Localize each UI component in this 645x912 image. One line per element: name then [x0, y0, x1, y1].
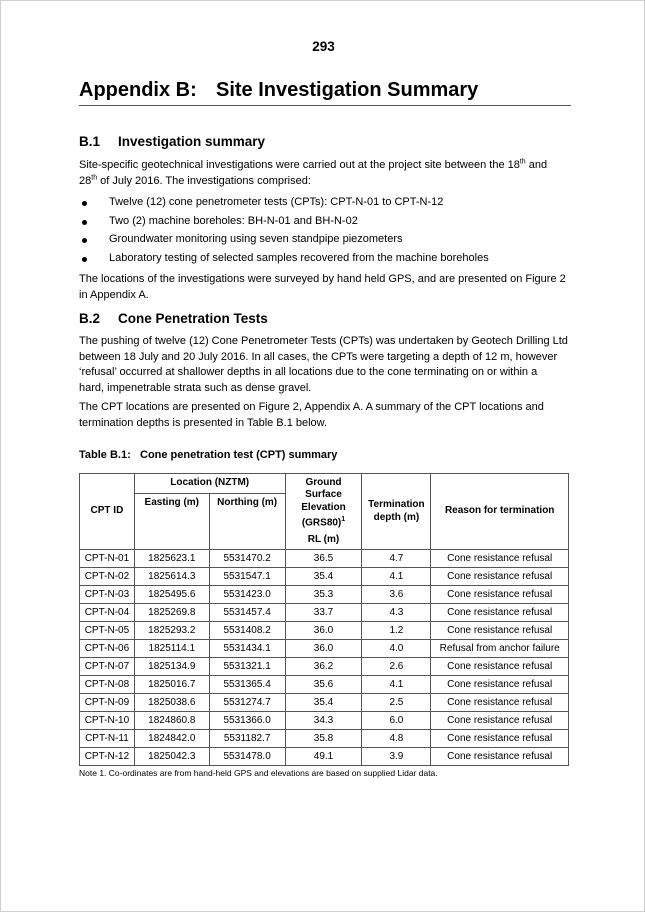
- bullet-icon: [82, 201, 87, 206]
- section-title: Investigation summary: [118, 134, 266, 149]
- cpt-paragraph: [79, 334, 571, 396]
- table-row: [80, 676, 569, 694]
- easting-cell: 1824842.0: [134, 730, 209, 748]
- easting-cell: 1825614.3: [134, 568, 209, 586]
- northing-cell: 5531408.2: [209, 622, 285, 640]
- easting-cell: 1825623.1: [134, 550, 209, 568]
- cpt-summary-table: [79, 473, 569, 766]
- header-northing: Northing (m): [209, 494, 285, 550]
- easting-cell: 1825038.6: [134, 694, 209, 712]
- table-caption-label: Table B.1:: [79, 449, 131, 461]
- elevation-cell: 49.1: [285, 748, 362, 766]
- easting-cell: 1825293.2: [134, 622, 209, 640]
- list-item-text: Two (2) machine boreholes: BH-N-01 and BH-N-02: [109, 214, 358, 227]
- paragraph-line: The locations of the investigations were surveyed by hand held GPS, and are presented on Figure 2: [79, 273, 566, 285]
- reason-cell: Cone resistance refusal: [431, 622, 569, 640]
- easting-cell: 1824860.8: [134, 712, 209, 730]
- northing-cell: 5531470.2: [209, 550, 285, 568]
- table-row: [80, 694, 569, 712]
- elevation-cell: 36.0: [285, 622, 362, 640]
- header-reason: Reason for termination: [431, 474, 569, 550]
- termination-depth-cell: 4.7: [362, 550, 431, 568]
- table-row: [80, 730, 569, 748]
- elevation-cell: 35.4: [285, 694, 362, 712]
- header-cpt-id: CPT ID: [80, 474, 135, 550]
- cpt-id-cell: CPT-N-08: [80, 676, 135, 694]
- superscript: th: [519, 158, 526, 166]
- northing-cell: 5531434.1: [209, 640, 285, 658]
- table-row: [80, 586, 569, 604]
- bullet-icon: [82, 220, 87, 225]
- paragraph-line: hard, impenetrable strata such as dense gravel.: [79, 381, 312, 394]
- header-text: Ground: [305, 476, 342, 488]
- termination-depth-cell: 4.1: [362, 676, 431, 694]
- section-number: B.1: [79, 134, 101, 149]
- bullet-icon: [82, 257, 87, 262]
- termination-depth-cell: 3.9: [362, 748, 431, 766]
- easting-cell: 1825134.9: [134, 658, 209, 676]
- section-heading-b2: [79, 311, 268, 326]
- northing-cell: 5531365.4: [209, 676, 285, 694]
- bullet-icon: [82, 238, 87, 243]
- northing-cell: 5531274.7: [209, 694, 285, 712]
- list-item-text: Groundwater monitoring using seven standpipe piezometers: [109, 233, 403, 245]
- table-row: [80, 748, 569, 766]
- cpt-id-cell: CPT-N-07: [80, 658, 135, 676]
- table-row: [80, 658, 569, 676]
- northing-cell: 5531321.1: [209, 658, 285, 676]
- northing-cell: 5531182.7: [209, 730, 285, 748]
- cpt-id-cell: CPT-N-04: [80, 604, 135, 622]
- appendix-title: Site Investigation Summary: [216, 79, 479, 101]
- elevation-cell: 35.6: [285, 676, 362, 694]
- reason-cell: Cone resistance refusal: [431, 676, 569, 694]
- table-row: [80, 604, 569, 622]
- cpt-id-cell: CPT-N-11: [80, 730, 135, 748]
- elevation-cell: 35.3: [285, 586, 362, 604]
- header-elevation: [285, 474, 362, 550]
- table-row: [80, 622, 569, 640]
- termination-depth-cell: 4.8: [362, 730, 431, 748]
- section-title: Cone Penetration Tests: [118, 311, 268, 326]
- section-heading-b1: [79, 134, 265, 149]
- termination-depth-cell: 4.0: [362, 640, 431, 658]
- elevation-cell: 36.2: [285, 658, 362, 676]
- superscript: 1: [341, 516, 346, 524]
- table-footnote: Note 1. Co-ordinates are from hand-held GPS and elevations are based on supplied Lidar data.: [79, 768, 438, 778]
- cpt-id-cell: CPT-N-02: [80, 568, 135, 586]
- elevation-cell: 36.5: [285, 550, 362, 568]
- paragraph-line: ‘refusal’ occurred at shallower depths in all locations due to the cone terminating on or within a: [79, 366, 538, 378]
- northing-cell: 5531457.4: [209, 604, 285, 622]
- elevation-cell: 35.8: [285, 730, 362, 748]
- header-text: Termination: [368, 499, 425, 510]
- easting-cell: 1825269.8: [134, 604, 209, 622]
- termination-depth-cell: 6.0: [362, 712, 431, 730]
- paragraph-line: in Appendix A.: [79, 288, 149, 301]
- termination-depth-cell: 2.6: [362, 658, 431, 676]
- elevation-cell: 34.3: [285, 712, 362, 730]
- header-location: Location (NZTM): [134, 474, 285, 494]
- easting-cell: 1825114.1: [134, 640, 209, 658]
- table-caption: [79, 449, 337, 461]
- termination-depth-cell: 2.5: [362, 694, 431, 712]
- paragraph-line: The pushing of twelve (12) Cone Penetrometer Tests (CPTs) was undertaken by Geotech Drilling Ltd: [79, 335, 568, 347]
- list-item-text: Laboratory testing of selected samples recovered from the machine boreholes: [109, 251, 489, 264]
- northing-cell: 5531423.0: [209, 586, 285, 604]
- paragraph-line: termination depths is presented in Table B.1 below.: [79, 416, 328, 429]
- cpt-id-cell: CPT-N-10: [80, 712, 135, 730]
- intro-text: of July 2016. The investigations comprised:: [97, 174, 311, 187]
- reason-cell: Cone resistance refusal: [431, 694, 569, 712]
- header-text: (GRS80): [301, 517, 342, 529]
- paragraph-line: The CPT locations are presented on Figure 2, Appendix A. A summary of the CPT locations and: [79, 401, 544, 413]
- cpt-id-cell: CPT-N-01: [80, 550, 135, 568]
- table-row: [80, 640, 569, 658]
- elevation-cell: 33.7: [285, 604, 362, 622]
- list-item: [79, 214, 571, 233]
- header-easting: Easting (m): [134, 494, 209, 550]
- table-row: [80, 712, 569, 730]
- table-row: [80, 568, 569, 586]
- cpt-locations-paragraph: [79, 400, 571, 431]
- intro-text: 28: [79, 174, 92, 187]
- appendix-heading: [79, 79, 571, 106]
- section-number: B.2: [79, 311, 101, 326]
- reason-cell: Refusal from anchor failure: [431, 640, 569, 658]
- elevation-cell: 36.0: [285, 640, 362, 658]
- cpt-id-cell: CPT-N-09: [80, 694, 135, 712]
- easting-cell: 1825016.7: [134, 676, 209, 694]
- header-text: RL (m): [307, 533, 340, 545]
- elevation-cell: 35.4: [285, 568, 362, 586]
- table-row: [80, 550, 569, 568]
- header-text: Surface: [305, 489, 342, 501]
- easting-cell: 1825042.3: [134, 748, 209, 766]
- investigation-list: [79, 195, 571, 269]
- intro-text: and: [525, 159, 548, 171]
- list-item: [79, 251, 571, 270]
- header-text: depth (m): [373, 511, 420, 523]
- appendix-label: Appendix B:: [79, 79, 197, 101]
- cpt-id-cell: CPT-N-05: [80, 622, 135, 640]
- intro-text: Site-specific geotechnical investigations were carried out at the project site between the 18: [79, 159, 520, 171]
- header-termination: [362, 474, 431, 550]
- page-number: 293: [312, 39, 335, 54]
- list-item: [79, 232, 571, 251]
- termination-depth-cell: 1.2: [362, 622, 431, 640]
- reason-cell: Cone resistance refusal: [431, 748, 569, 766]
- superscript: th: [91, 173, 98, 181]
- reason-cell: Cone resistance refusal: [431, 712, 569, 730]
- table-caption-title: Cone penetration test (CPT) summary: [140, 449, 338, 461]
- list-item: [79, 195, 571, 214]
- reason-cell: Cone resistance refusal: [431, 604, 569, 622]
- header-text: Elevation: [301, 501, 346, 513]
- termination-depth-cell: 3.6: [362, 586, 431, 604]
- reason-cell: Cone resistance refusal: [431, 586, 569, 604]
- reason-cell: Cone resistance refusal: [431, 550, 569, 568]
- intro-paragraph: [79, 158, 571, 189]
- locations-paragraph: [79, 272, 571, 303]
- northing-cell: 5531547.1: [209, 568, 285, 586]
- termination-depth-cell: 4.1: [362, 568, 431, 586]
- northing-cell: 5531478.0: [209, 748, 285, 766]
- cpt-id-cell: CPT-N-12: [80, 748, 135, 766]
- reason-cell: Cone resistance refusal: [431, 730, 569, 748]
- northing-cell: 5531366.0: [209, 712, 285, 730]
- cpt-id-cell: CPT-N-03: [80, 586, 135, 604]
- paragraph-line: between 18 July and 20 July 2016. In all cases, the CPTs were targeting a depth of 12 m, however: [79, 350, 558, 363]
- reason-cell: Cone resistance refusal: [431, 658, 569, 676]
- cpt-id-cell: CPT-N-06: [80, 640, 135, 658]
- termination-depth-cell: 4.3: [362, 604, 431, 622]
- list-item-text: Twelve (12) cone penetrometer tests (CPTs): CPT-N-01 to CPT-N-12: [109, 196, 444, 208]
- easting-cell: 1825495.6: [134, 586, 209, 604]
- reason-cell: Cone resistance refusal: [431, 568, 569, 586]
